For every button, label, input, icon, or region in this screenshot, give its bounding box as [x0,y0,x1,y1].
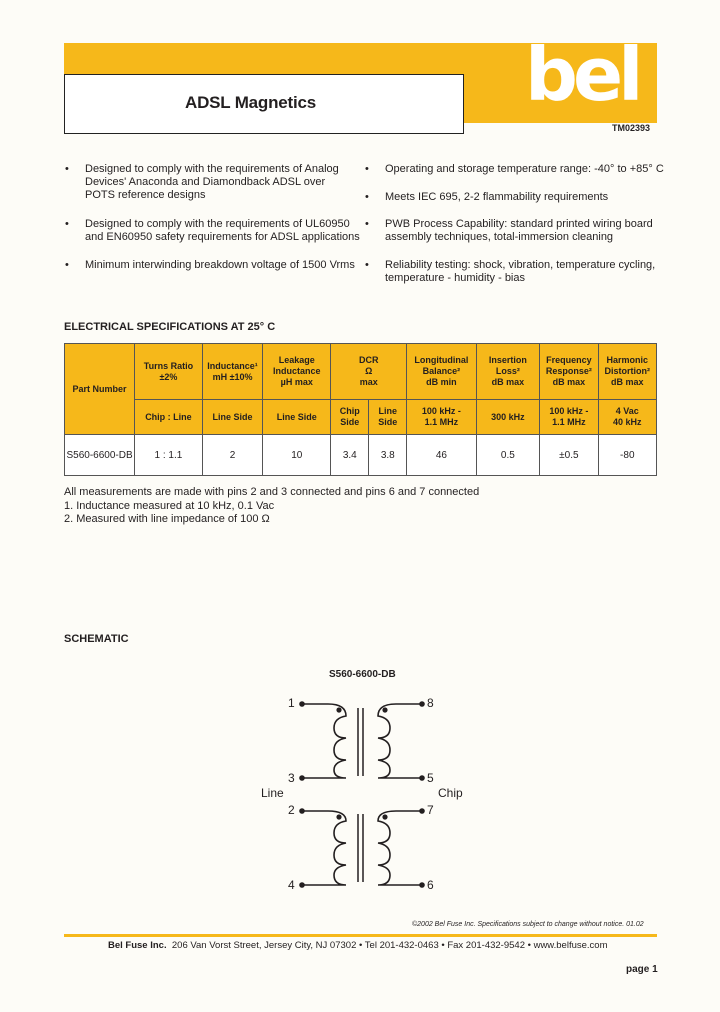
sub-dcr-chip: Chip Side [331,400,369,435]
col-frequency: Frequency Response² dB max [540,344,598,400]
cell-inductance: 2 [202,435,263,476]
pin-4: 4 [288,878,295,892]
line-side-label: Line [261,786,284,800]
feature-line: Designed to comply with the requirements of UL60950 [85,218,350,230]
polarity-dots [336,707,387,819]
bullet-icon: • [65,163,69,175]
schematic-heading: SCHEMATIC [64,633,129,645]
logo-text: bel [525,44,639,112]
cell-turns-ratio: 1 : 1.1 [135,435,203,476]
cell-part-number: S560-6600-DB [65,435,135,476]
feature-line: PWB Process Capability: standard printed wiring board [385,218,653,230]
pin-6: 6 [427,878,434,892]
sub-frequency: 100 kHz - 1.1 MHz [540,400,598,435]
pin-1: 1 [288,696,295,710]
feature-line: Designed to comply with the requirements of Analog [85,163,339,175]
feature-line: temperature - humidity - bias [385,272,525,284]
winding-line-upper [302,704,346,778]
pin-7: 7 [427,803,434,817]
col-leakage: Leakage Inductance µH max [263,344,331,400]
bullet-icon: • [65,218,69,230]
sub-harmonic: 4 Vac 40 kHz [598,400,656,435]
winding-chip-lower [378,811,422,885]
copyright: ©2002 Bel Fuse Inc. Specifications subject to change without notice. 01.02 [412,921,644,928]
electrical-heading: ELECTRICAL SPECIFICATIONS AT 25° C [64,321,276,333]
table-subheader-row [65,400,657,435]
cell-harmonic: -80 [598,435,656,476]
pin-terminals [299,701,425,888]
page-number: page 1 [626,964,658,975]
note-line: 2. Measured with line impedance of 100 Ω [64,513,270,525]
feature-line: Devices' Anaconda and Diamondback ADSL over [85,176,326,188]
note-line: All measurements are made with pins 2 and 3 connected and pins 6 and 7 connected [64,486,480,498]
cell-dcr-chip: 3.4 [331,435,369,476]
feature-line: assembly techniques, total-immersion cleaning [385,231,614,243]
feature-line: POTS reference designs [85,189,206,201]
table-row [65,435,657,476]
feature-line: Reliability testing: shock, vibration, temperature cycling, [385,259,656,271]
sub-balance: 100 kHz - 1.1 MHz [407,400,476,435]
col-harmonic: Harmonic Distortion² dB max [598,344,656,400]
company-address: 206 Van Vorst Street, Jersey City, NJ 07302 • Tel 201-432-0463 • Fax 201-432-9542 • www.belfuse.com [171,940,608,951]
cell-insertion: 0.5 [476,435,540,476]
cell-dcr-line: 3.8 [369,435,407,476]
sub-turns-ratio: Chip : Line [135,400,203,435]
chip-side-label: Chip [438,786,463,800]
bullet-icon: • [365,191,369,203]
feature-right-1 [365,163,664,176]
col-insertion: Insertion Loss² dB max [476,344,540,400]
pin-5: 5 [427,771,434,785]
company-name: Bel Fuse Inc. [108,940,167,951]
col-part-number: Part Number [65,344,135,435]
pin-3: 3 [288,771,295,785]
sub-insertion: 300 kHz [476,400,540,435]
feature-left-3 [65,259,355,272]
cell-frequency: ±0.5 [540,435,598,476]
table-header-row [65,344,657,400]
col-turns-ratio: Turns Ratio ±2% [135,344,203,400]
footer-rule [64,934,657,937]
spec-table [64,343,657,476]
col-balance: Longitudinal Balance² dB min [407,344,476,400]
pin-2: 2 [288,803,295,817]
feature-left-1 [65,163,339,202]
pin-8: 8 [427,696,434,710]
feature-right-3 [365,218,653,244]
feature-right-2 [365,191,609,204]
col-inductance: Inductance¹ mH ±10% [202,344,263,400]
bullet-icon: • [365,163,369,175]
cell-leakage: 10 [263,435,331,476]
winding-line-lower [302,811,346,885]
sub-inductance: Line Side [202,400,263,435]
col-dcr: DCR Ω max [331,344,407,400]
feature-line: Operating and storage temperature range: -40° to +85° C [385,163,664,175]
bullet-icon: • [365,218,369,230]
doc-number: TM02393 [612,123,651,133]
measurement-notes [64,486,479,527]
sub-leakage: Line Side [263,400,331,435]
feature-line: Minimum interwinding breakdown voltage of 1500 Vrms [85,259,355,271]
bullet-icon: • [365,259,369,271]
windings [302,704,422,885]
note-line: 1. Inductance measured at 10 kHz, 0.1 Vac [64,499,275,512]
feature-left-2 [65,218,360,244]
footer-address [108,940,608,951]
sub-dcr-line: Line Side [369,400,407,435]
page-title: ADSL Magnetics [185,93,317,112]
feature-right-4 [365,259,656,285]
winding-chip-upper [378,704,422,778]
bullet-icon: • [65,259,69,271]
feature-line: and EN60950 safety requirements for ADSL applications [85,231,360,243]
schematic-part-label: S560-6600-DB [329,669,396,680]
cell-balance: 46 [407,435,476,476]
core [358,708,363,882]
bel-logo [525,44,656,112]
feature-line: Meets IEC 695, 2-2 flammability requirements [385,191,609,203]
